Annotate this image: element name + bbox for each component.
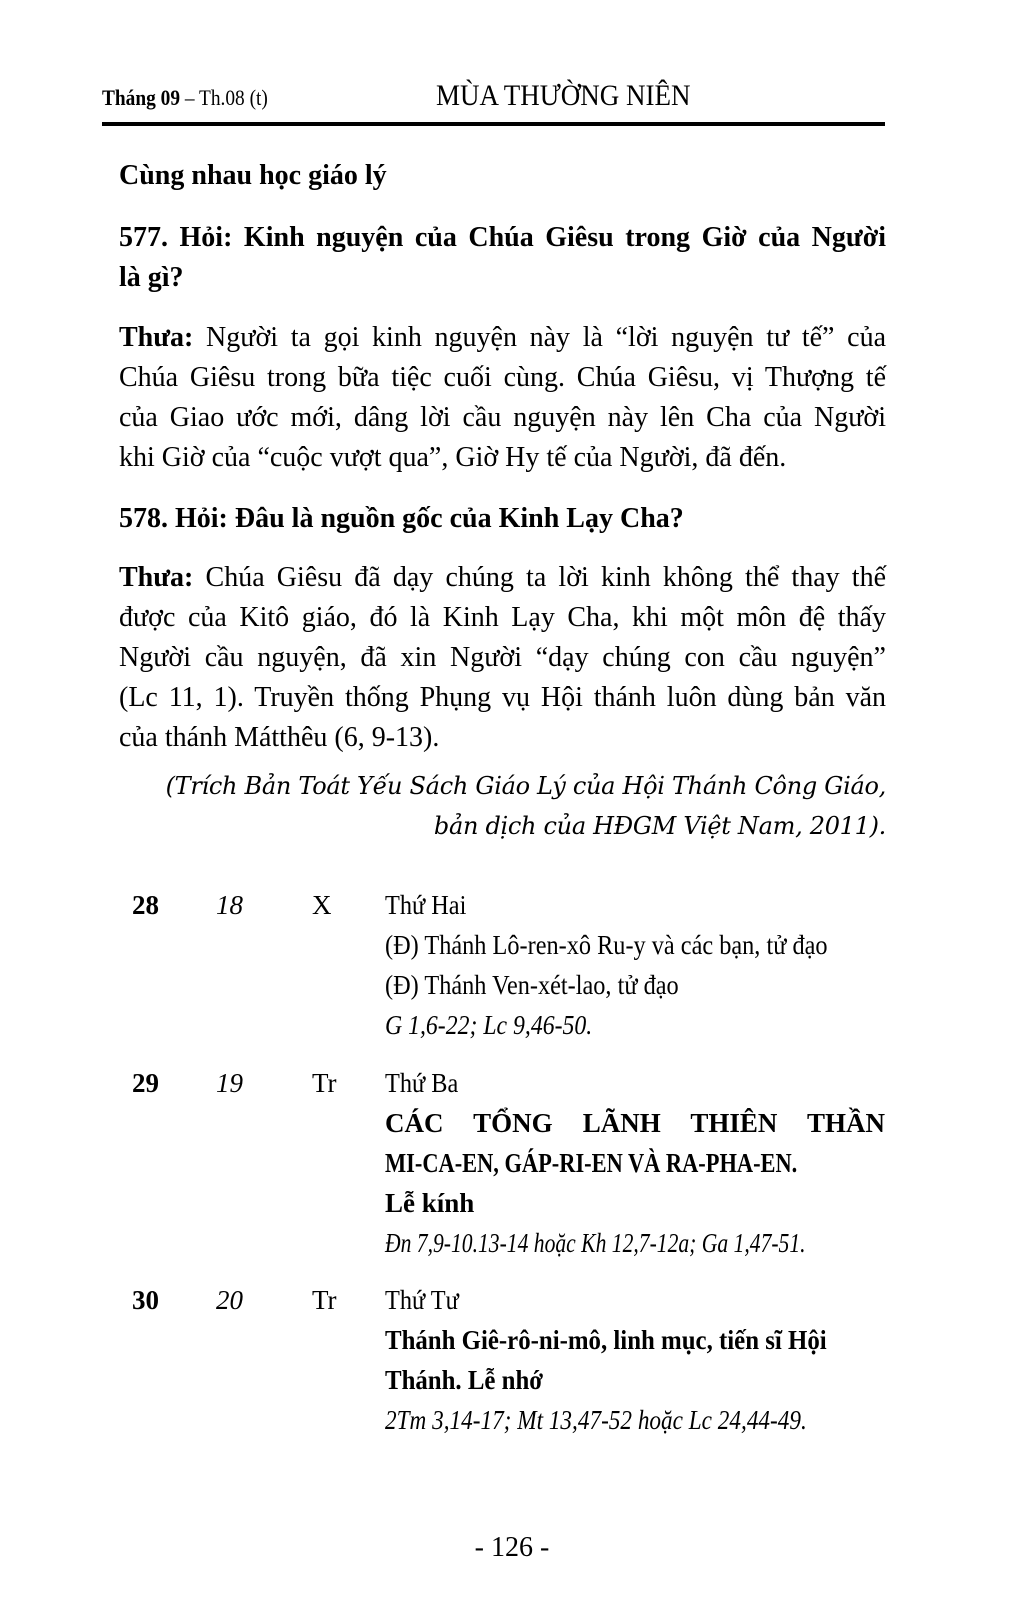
feast-rank: Thánh. Lễ nhớ <box>385 1365 544 1395</box>
answer-line <box>119 558 886 598</box>
answer-578 <box>119 558 886 758</box>
liturgical-color: X <box>312 890 332 920</box>
entry-details <box>385 885 885 1045</box>
liturgical-color: Tr <box>312 1068 337 1098</box>
liturgical-color: Tr <box>312 1285 337 1315</box>
header-month: Tháng 09 <box>102 85 181 110</box>
weekday: Thứ Ba <box>385 1068 459 1098</box>
entry-details <box>385 1280 885 1440</box>
readings: G 1,6-22; Lc 9,46-50. <box>385 1010 593 1040</box>
question-578 <box>119 499 886 539</box>
question-577 <box>119 218 886 298</box>
weekday: Thứ Hai <box>385 890 467 920</box>
source-citation-line: bản dịch của HĐGM Việt Nam, 2011). <box>433 812 886 840</box>
answer-577 <box>119 318 886 478</box>
answer-line: (Lc 11, 1). Truyền thống Phụng vụ Hội thánh luôn dùng bản văn <box>119 682 886 713</box>
feast-rank: Lễ kính <box>385 1188 475 1218</box>
answer-line <box>119 318 886 358</box>
readings: 2Tm 3,14-17; Mt 13,47-52 hoặc Lc 24,44-49. <box>385 1405 807 1435</box>
solar-day: 28 <box>132 890 159 920</box>
header-lunar-month: Th.08 (t) <box>199 85 268 110</box>
source-citation-line: (Trích Bản Toát Yếu Sách Giáo Lý của Hội Thánh Công Giáo, <box>165 772 886 800</box>
readings: Đn 7,9-10.13-14 hoặc Kh 12,7-12a; Ga 1,47-51. <box>385 1228 806 1258</box>
answer-text: Người ta gọi kinh nguyện này là “lời nguyện tư tế” của <box>193 322 886 353</box>
section-title: Cùng nhau học giáo lý <box>119 160 387 191</box>
answer-label: Thưa: <box>119 322 194 353</box>
answer-line: khi Giờ của “cuộc vượt qua”, Giờ Hy tế của Người, đã đến. <box>119 442 787 473</box>
question-line: 578. Hỏi: Đâu là nguồn gốc của Kinh Lạy Cha? <box>119 503 684 534</box>
feast-title: CÁC TỔNG LÃNH THIÊN THẦN <box>385 1108 885 1138</box>
lunar-day: 19 <box>216 1068 243 1098</box>
entry-details <box>385 1063 885 1263</box>
solar-day: 29 <box>132 1068 159 1098</box>
feast-title: MI-CA-EN, GÁP-RI-EN VÀ RA-PHA-EN. <box>385 1148 798 1178</box>
lunar-day: 18 <box>216 890 243 920</box>
weekday: Thứ Tư <box>385 1285 459 1315</box>
header-rule <box>102 122 885 126</box>
question-line: là gì? <box>119 262 184 293</box>
solar-day: 30 <box>132 1285 159 1315</box>
optional-memorial: (Đ) Thánh Lô-ren-xô Ru-y và các bạn, tử đạo <box>385 930 828 960</box>
answer-line: được của Kitô giáo, đó là Kinh Lạy Cha, khi một môn đệ thấy <box>119 602 886 633</box>
answer-text: Chúa Giêsu đã dạy chúng ta lời kinh không thể thay thế <box>193 562 886 593</box>
question-line: 577. Hỏi: Kinh nguyện của Chúa Giêsu trong Giờ của Người <box>119 222 886 253</box>
lunar-day: 20 <box>216 1285 243 1315</box>
answer-label: Thưa: <box>119 562 194 593</box>
answer-line: Chúa Giêsu trong bữa tiệc cuối cùng. Chúa Giêsu, vị Thượng tế <box>119 362 886 393</box>
answer-line: Người cầu nguyện, đã xin Người “dạy chúng con cầu nguyện” <box>119 642 886 673</box>
page-number: - 126 - <box>474 1532 550 1563</box>
feast-title: Thánh Giê-rô-ni-mô, linh mục, tiến sĩ Hội <box>385 1325 827 1355</box>
answer-line: của Giao ước mới, dâng lời cầu nguyện này lên Cha của Người <box>119 402 886 433</box>
running-header-season: MÙA THƯỜNG NIÊN <box>436 79 691 112</box>
header-separator: – <box>180 85 200 110</box>
answer-line: của thánh Mátthêu (6, 9-13). <box>119 722 440 753</box>
optional-memorial: (Đ) Thánh Ven-xét-lao, tử đạo <box>385 970 679 1000</box>
running-header-date <box>102 83 268 113</box>
